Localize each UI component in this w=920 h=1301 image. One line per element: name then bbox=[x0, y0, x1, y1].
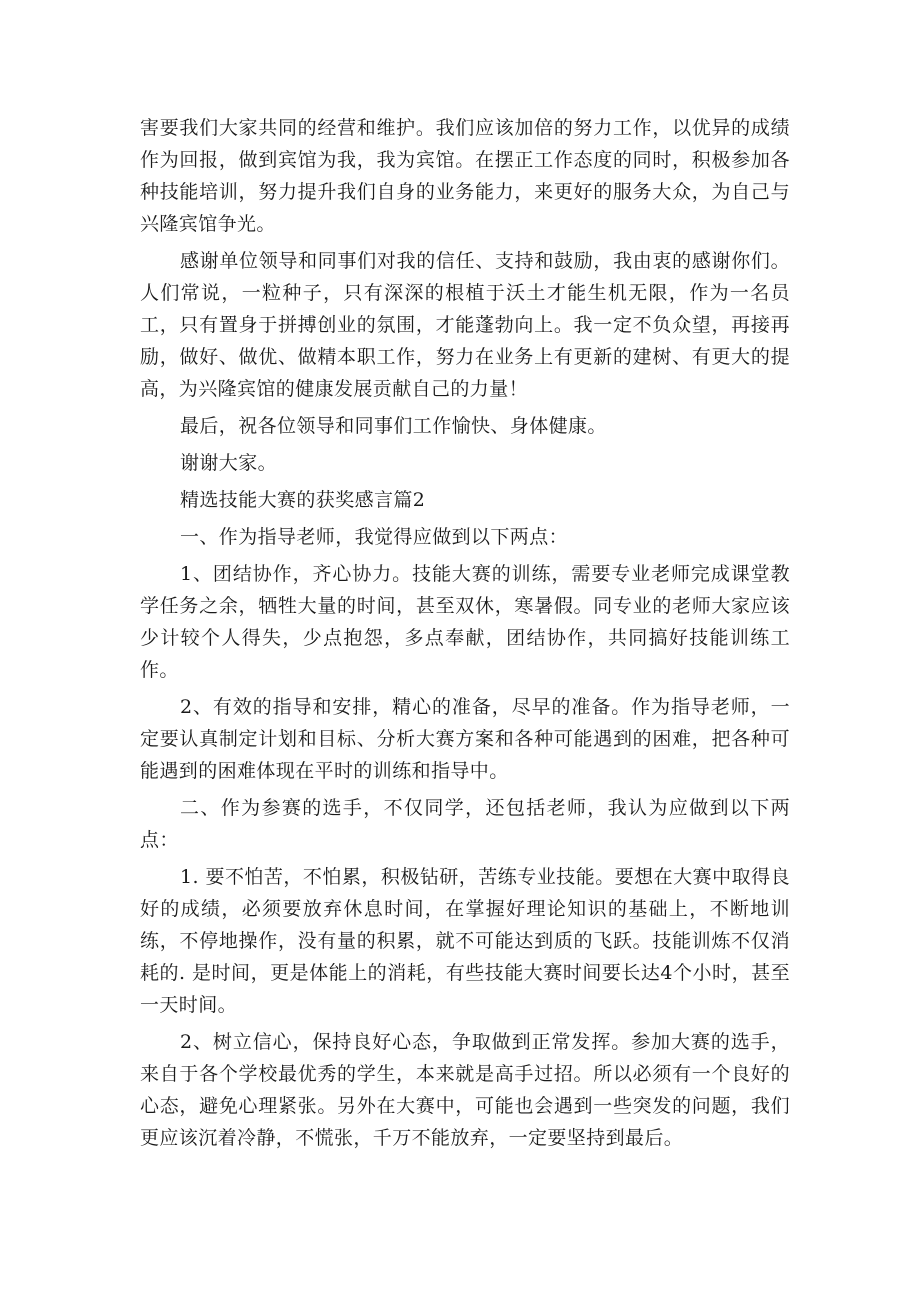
paragraph-11: 2、树立信心，保持良好心态，争取做到正常发挥。参加大赛的选手，来自于各个学校最优秀的学生，本来就是高手过招。所以必须有一个良好的心态，避免心理紧张。另外在大赛中，可能也会遇到一些突发的问题，我们更应该沉着冷静，不慌张，千万不能放弃，一定要坚持到最后。 bbox=[140, 1031, 790, 1149]
paragraph-2: 感谢单位领导和同事们对我的信任、支持和鼓励，我由衷的感谢你们。人们常说，一粒种子，只有深深的根植于沃土才能生机无限，作为一名员工，只有置身于拼搏创业的氛围，才能蓬勃向上。我一定不负众望，再接再励，做好、做优、做精本职工作，努力在业务上有更新的建树、有更大的提高，为兴隆宾馆的健康发展贡献自己的力量！ bbox=[140, 250, 790, 400]
paragraph-3: 最后，祝各位领导和同事们工作愉快、身体健康。 bbox=[180, 415, 607, 437]
paragraph-7: 1、团结协作，齐心协力。技能大赛的训练，需要专业老师完成课堂教学任务之余，牺牲大量的时间，甚至双休，寒暑假。同专业的老师大家应该少计较个人得失，少点抱怨，多点奉献，团结协作，共同搞好技能训练工作。 bbox=[140, 563, 790, 681]
section-title: 精选技能大赛的获奖感言篇2 bbox=[180, 489, 426, 511]
paragraph-4: 谢谢大家。 bbox=[180, 452, 278, 474]
document-page bbox=[140, 112, 790, 1159]
paragraph-6: 一、作为指导老师，我觉得应做到以下两点： bbox=[180, 526, 569, 548]
paragraph-10: 1. 要不怕苦，不怕累，积极钻研，苦练专业技能。要想在大赛中取得良好的成绩，必须要放弃休息时间，在掌握好理论知识的基础上，不断地训练，不停地操作，没有量的积累，就不可能达到质的飞跃。技能训炼不仅消耗的. 是时间，更是体能上的消耗，有些技能大赛时间要长达4个小时，甚至一天时间。 bbox=[140, 866, 790, 1016]
paragraph-9: 二、作为参赛的选手，不仅同学，还包括老师，我认为应做到以下两点： bbox=[140, 797, 790, 851]
paragraph-8: 2、有效的指导和安排，精心的准备，尽早的准备。作为指导老师，一定要认真制定计划和目标、分析大赛方案和各种可能遇到的困难，把各种可能遇到的困难体现在平时的训练和指导中。 bbox=[140, 696, 790, 782]
paragraph-1: 害要我们大家共同的经营和维护。我们应该加倍的努力工作，以优异的成绩作为回报，做到宾馆为我，我为宾馆。在摆正工作态度的同时，积极参加各种技能培训，努力提升我们自身的业务能力，来更好的服务大众，为自己与兴隆宾馆争光。 bbox=[140, 117, 790, 235]
